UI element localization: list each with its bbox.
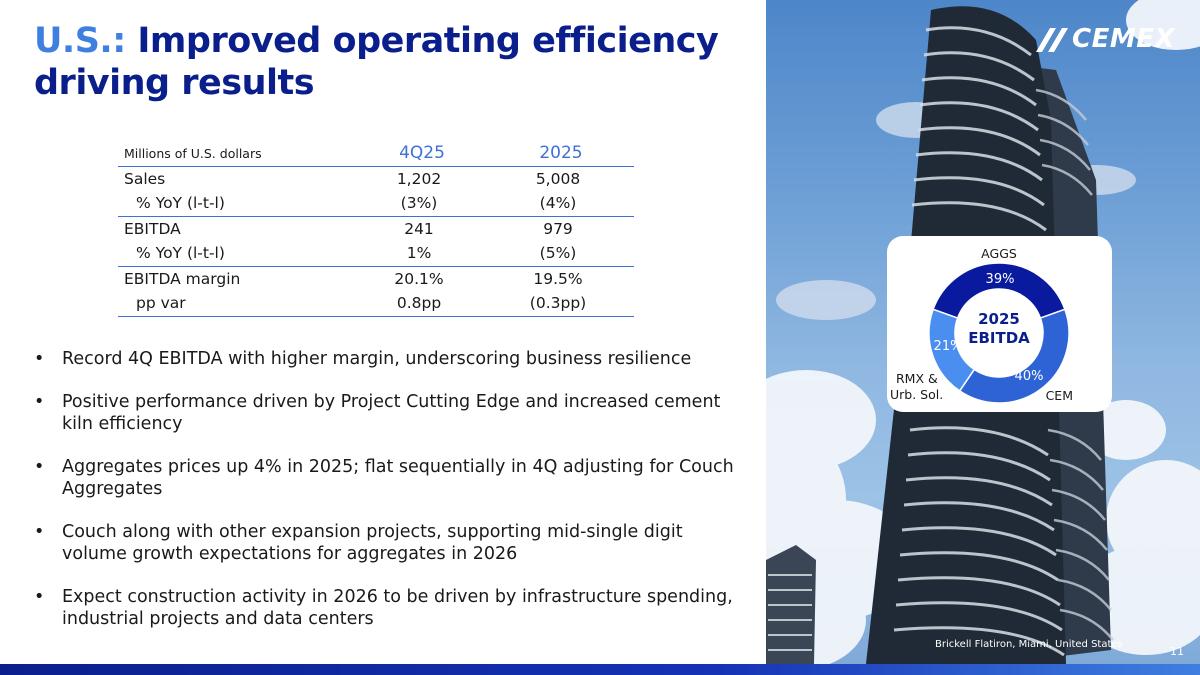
ebitda-donut-card	[887, 236, 1112, 412]
slice-name-rmx-line2: Urb. Sol.	[890, 387, 944, 402]
table-header-row	[118, 141, 634, 166]
table-row-ebitda	[118, 216, 634, 241]
column-header-4q25: 4Q25	[356, 141, 482, 166]
bullet-item: • Couch along with other expansion projects, supporting mid-single digit volume growth expectations for aggregates in 2026	[34, 521, 744, 565]
slice-name-cem: CEM	[1045, 388, 1073, 403]
slice-value-cem: 40%	[1014, 369, 1044, 384]
row-label: EBITDA margin	[124, 269, 241, 288]
table-row-sales-yoy	[118, 191, 634, 216]
table-row-pp-var	[118, 291, 634, 316]
bullet-list	[34, 348, 744, 651]
table-row-ebitda-margin	[118, 266, 634, 291]
bullet-item: • Positive performance driven by Project Cutting Edge and increased cement kiln efficiency	[34, 391, 744, 435]
cell-4q25: 1,202	[396, 169, 442, 188]
slice-value-rmx: 21%	[933, 339, 963, 354]
table-row-sales	[118, 166, 634, 191]
page-number: 11	[1170, 645, 1184, 658]
financial-table	[118, 141, 634, 317]
slice-value-aggs: 39%	[985, 272, 1015, 287]
donut-center-line2: EBITDA	[968, 329, 1030, 347]
bottom-brand-bar	[0, 664, 1200, 675]
row-label: EBITDA	[124, 219, 181, 238]
bullet-item: • Expect construction activity in 2026 to be driven by infrastructure spending, industrial projects and data centers	[34, 586, 744, 630]
slice-name-rmx-line1: RMX &	[896, 371, 938, 386]
cell-2025: 5,008	[535, 169, 581, 188]
cell-2025: (5%)	[482, 241, 634, 266]
cemex-logo-wordmark: CEMEX	[1072, 24, 1176, 54]
bullet-item: • Record 4Q EBITDA with higher margin, underscoring business resilience	[34, 348, 744, 370]
row-label: % YoY (l-t-l)	[118, 191, 356, 216]
cell-4q25: 0.8pp	[356, 291, 482, 316]
table-row-ebitda-yoy	[118, 241, 634, 266]
cell-2025: (4%)	[482, 191, 634, 216]
title-main: Improved operating efficiency driving results	[34, 21, 719, 103]
slice-name-aggs: AGGS	[981, 246, 1017, 261]
unit-label: Millions of U.S. dollars	[118, 141, 356, 166]
slide-title	[34, 20, 754, 104]
cell-2025: (0.3pp)	[482, 291, 634, 316]
photo-caption: Brickell Flatiron, Miami, United States	[935, 639, 1123, 650]
title-prefix: U.S.:	[34, 21, 126, 61]
cell-4q25: 20.1%	[394, 269, 444, 288]
row-label: pp var	[118, 291, 356, 316]
ebitda-donut-chart	[887, 236, 1112, 412]
column-header-2025: 2025	[482, 141, 634, 166]
row-label: Sales	[124, 169, 166, 188]
row-label: % YoY (l-t-l)	[118, 241, 356, 266]
bullet-item: • Aggregates prices up 4% in 2025; flat sequentially in 4Q adjusting for Couch Aggregates	[34, 456, 744, 500]
cell-4q25: (3%)	[356, 191, 482, 216]
cell-2025: 979	[543, 219, 573, 238]
donut-center-line1: 2025	[978, 310, 1020, 328]
cell-2025: 19.5%	[533, 269, 583, 288]
cell-4q25: 1%	[356, 241, 482, 266]
cell-4q25: 241	[404, 219, 434, 238]
